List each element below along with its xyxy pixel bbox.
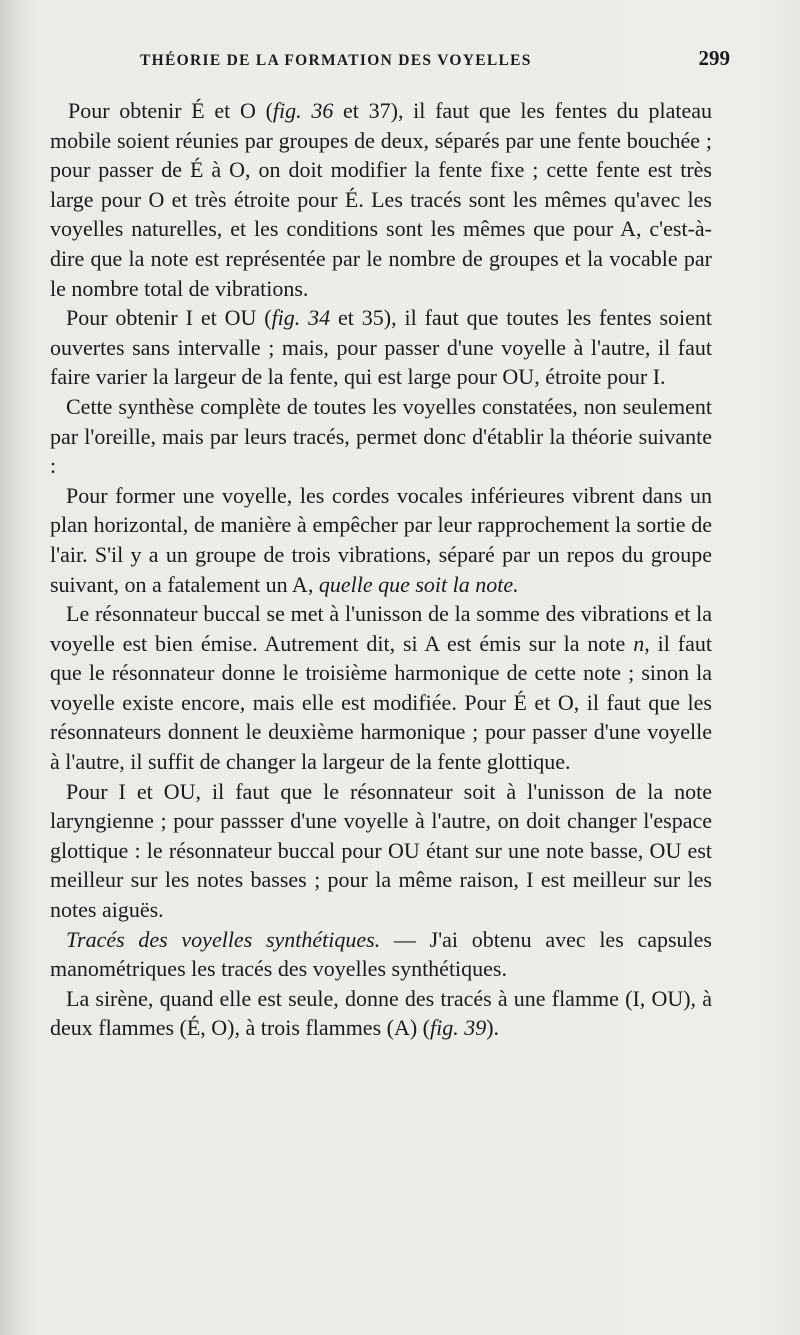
text-run: ).	[486, 1015, 500, 1041]
figure-reference: fig. 39	[430, 1015, 487, 1041]
text-run: Pour obtenir I et OU (	[66, 305, 272, 331]
text-run: Le résonnateur buccal se met à l'unisson de la somme des vibrations et la voyelle est bien émise. Autrement dit, si A est émis sur la note	[50, 601, 712, 656]
emphasis: quelle que soit la note.	[318, 571, 519, 597]
paragraph-resonnateur	[50, 599, 712, 777]
text-run: — J'ai obtenu avec les capsules manométriques les tracés des voyelles synthétiques.	[50, 926, 712, 982]
figure-reference: fig. 34	[271, 305, 331, 331]
paragraph-former-voyelle	[50, 481, 712, 599]
text-run: Pour obtenir É et O (	[68, 98, 273, 123]
paragraph-i-ou-unisson	[50, 777, 712, 925]
variable: n	[633, 630, 645, 656]
text-run: et 37), il faut que les fentes du plateau mobile soient réunies par groupes de deux, séparés par une fente bouchée ; pour passer de É à O, on doit modifier la fente fixe ; cette fente est très large pour O et très étroite pour É. Les tracés sont les mêmes qu'avec les voyelles naturelles, et les conditions sont les mêmes que pour A, c'est-à-dire que la note est représentée par le nombre de groupes et la vocable par le nombre total de vibrations.	[50, 98, 713, 301]
page-number: 299	[698, 46, 730, 70]
page-header	[140, 46, 730, 71]
text-run: et 35), il faut que toutes les fentes soient ouvertes sans intervalle ; mais, pour passer d'une voyelle à l'autre, il faut faire varier la largeur de la fente, qui est large pour OU, étroite pour I.	[50, 305, 713, 390]
paragraph-voyelles-e-o	[50, 96, 712, 303]
text-run: Pour former une voyelle, les cordes vocales inférieures vibrent dans un plan horizontal, de manière à empêcher par leur rapprochement la sortie de l'air. S'il y a un groupe de trois vibrations, séparé par un repos du groupe suivant, on a fatalement un A,	[50, 482, 712, 597]
running-head: THÉORIE DE LA FORMATION DES VOYELLES	[140, 52, 532, 69]
text-run: Pour I et OU, il faut que le résonnateur soit à l'unisson de la note laryngienne ; pour passser d'une voyelle à l'autre, on doit changer l'espace glottique : le résonnateur buccal pour OU étant sur une note basse, OU est meilleur sur les notes basses ; pour la même raison, I est meilleur sur les notes aiguës.	[50, 778, 712, 923]
text-run: La sirène, quand elle est seule, donne des tracés à une flamme (I, OU), à deux flammes (É, O), à trois flammes (A) (	[50, 985, 712, 1041]
figure-reference: fig. 36	[272, 98, 334, 123]
paragraph-sirene	[50, 984, 712, 1043]
paragraph-synthese	[50, 392, 712, 481]
paragraph-traces	[50, 925, 712, 984]
paragraph-voyelles-i-ou	[50, 303, 712, 392]
body-text	[50, 96, 712, 1043]
text-run: , il faut que le résonnateur donne le troisième harmonique de cette note ; sinon la voyelle existe encore, mais elle est modifiée. Pour É et O, il faut que les résonnateurs donnent le deuxième harmonique ; pour passer d'une voyelle à l'autre, il suffit de changer la largeur de la fente glottique.	[50, 630, 712, 775]
text-run: Cette synthèse complète de toutes les voyelles constatées, non seulement par l'oreille, mais par leurs tracés, permet donc d'établir la théorie suivante :	[50, 393, 712, 479]
section-run-in-heading: Tracés des voyelles synthétiques.	[66, 926, 381, 952]
